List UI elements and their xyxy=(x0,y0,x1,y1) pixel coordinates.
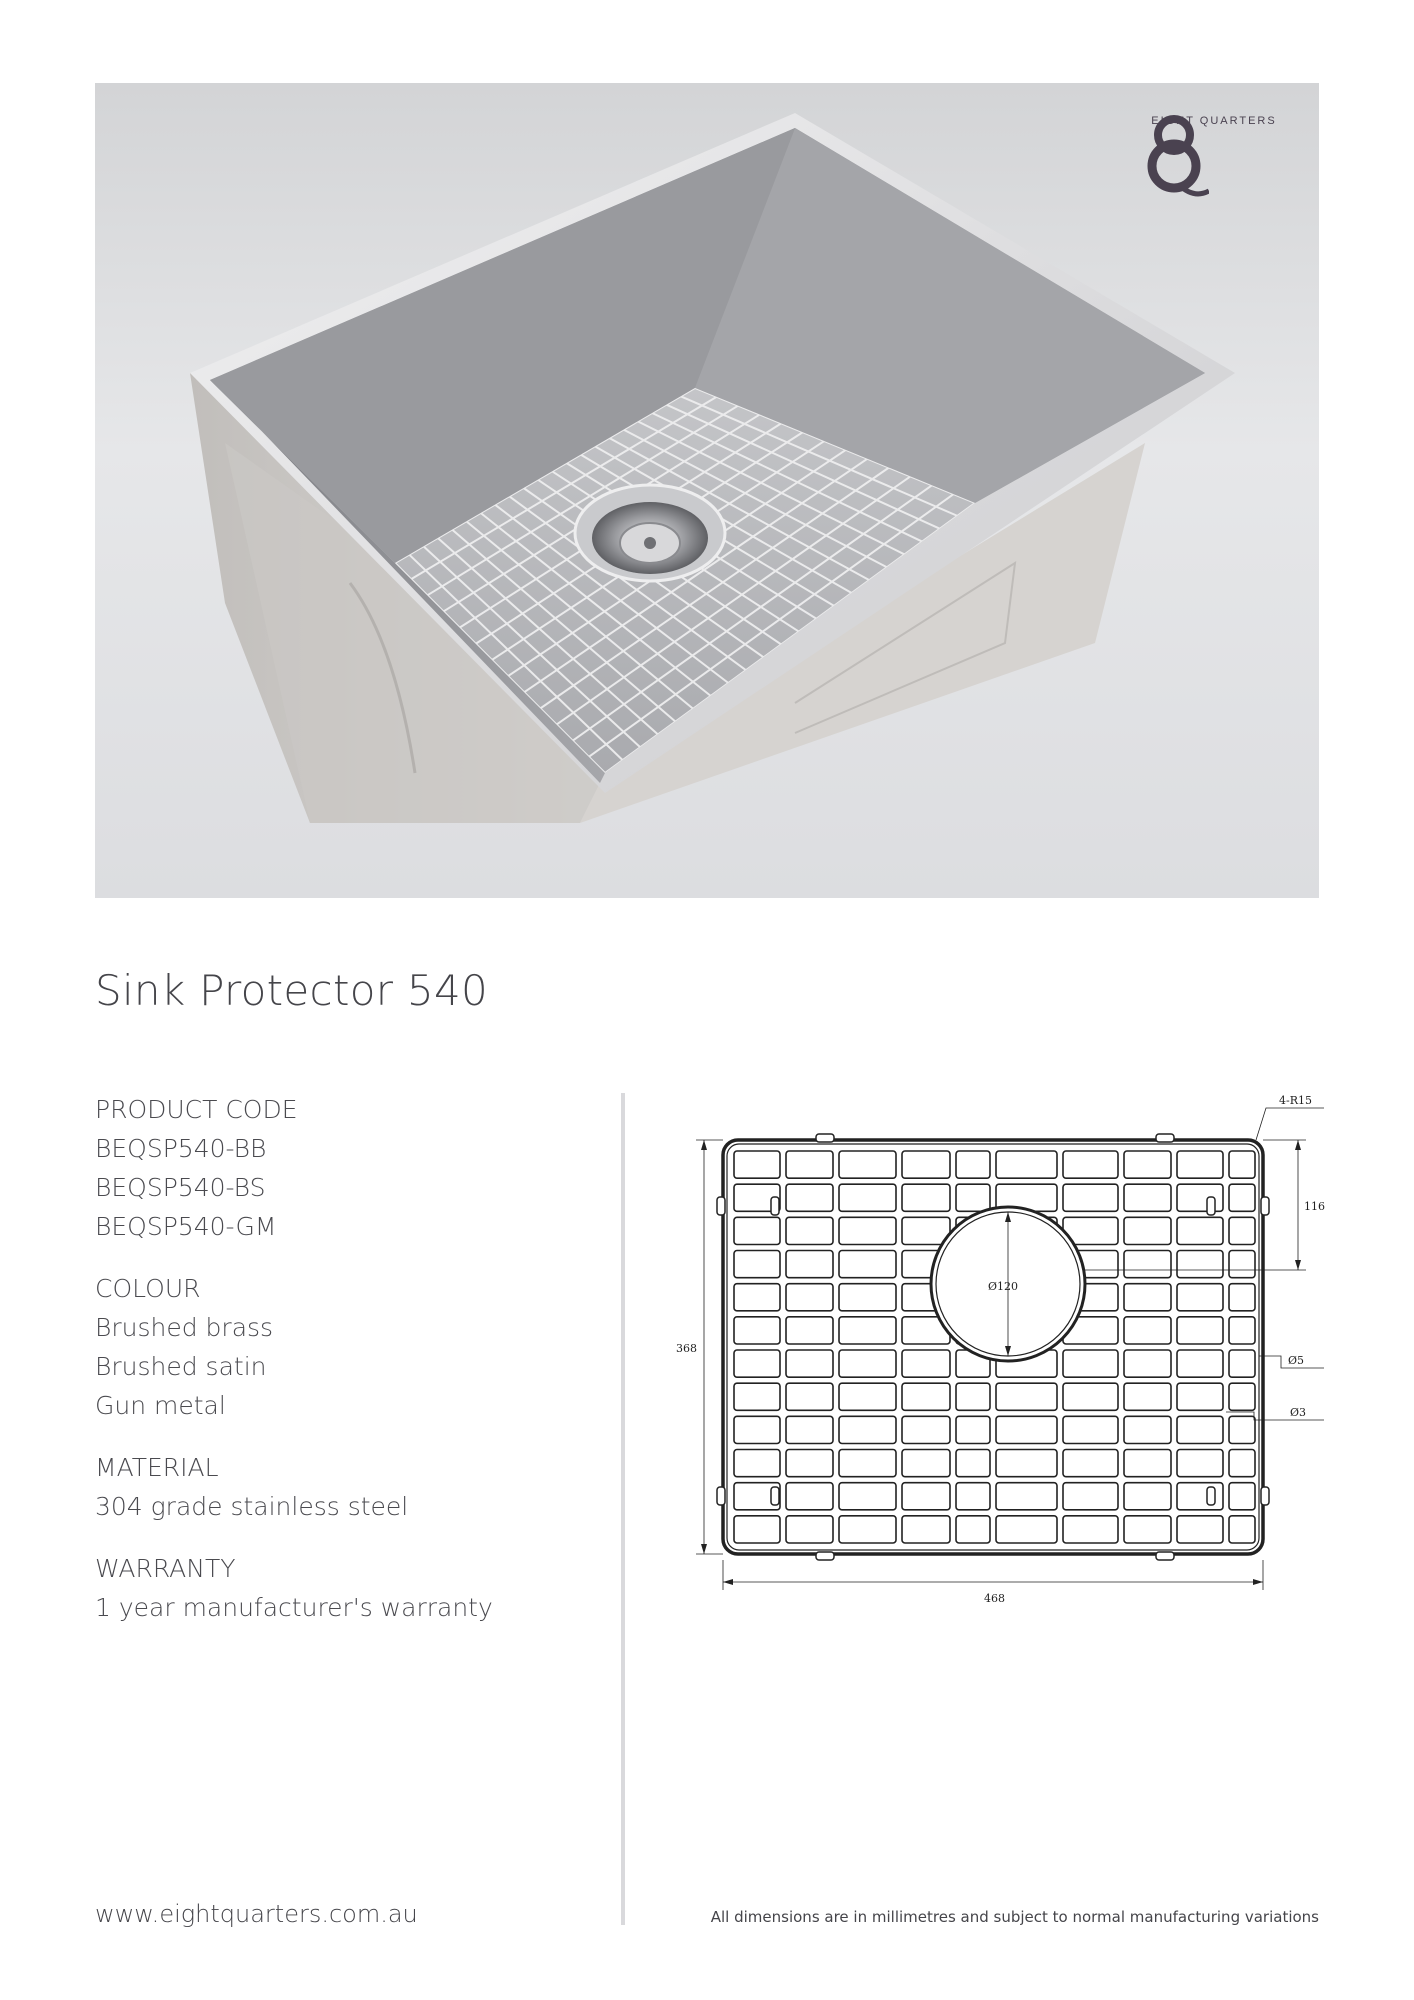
corner-radius-label: 4-R15 xyxy=(1279,1094,1312,1107)
grid-cell xyxy=(1063,1184,1118,1211)
grid-cell xyxy=(1124,1516,1171,1543)
grid-cell xyxy=(1124,1383,1171,1410)
grid-cell xyxy=(1177,1217,1223,1244)
grid-cell xyxy=(1177,1350,1223,1377)
grid-cell xyxy=(1177,1450,1223,1477)
grid-cell xyxy=(1229,1383,1255,1410)
outer-wire-label: Ø5 xyxy=(1288,1354,1305,1367)
offset-dimension-label: 116 xyxy=(1304,1200,1325,1213)
grid-cell xyxy=(839,1284,896,1311)
grid-cell xyxy=(1177,1184,1223,1211)
warranty-section xyxy=(95,1549,595,1627)
product-code-item: BEQSP540-BB xyxy=(95,1134,267,1163)
grid-cell xyxy=(786,1483,833,1510)
grid-cell xyxy=(734,1251,780,1278)
grid-cell xyxy=(839,1184,896,1211)
product-code-item: BEQSP540-GM xyxy=(95,1212,277,1241)
drain-diameter-label: Ø120 xyxy=(988,1280,1019,1293)
grid-cell xyxy=(1177,1284,1223,1311)
grid-cell xyxy=(956,1450,990,1477)
inner-wire-label: Ø3 xyxy=(1290,1406,1307,1419)
website-url: www.eightquarters.com.au xyxy=(95,1900,418,1928)
spec-list xyxy=(95,1090,595,1650)
grid-cell xyxy=(1124,1317,1171,1344)
material-heading: MATERIAL xyxy=(95,1453,219,1482)
grid-cell xyxy=(996,1151,1057,1178)
grid-cell xyxy=(839,1251,896,1278)
grid-cell xyxy=(1063,1516,1118,1543)
grid-cell xyxy=(1177,1151,1223,1178)
grid-cell xyxy=(1229,1284,1255,1311)
column-divider xyxy=(621,1093,625,1925)
grid-cell xyxy=(1229,1350,1255,1377)
grid-cell xyxy=(1063,1151,1118,1178)
brand-logo xyxy=(1139,111,1289,127)
warranty-item: 1 year manufacturer's warranty xyxy=(95,1593,493,1622)
grid-cell xyxy=(786,1516,833,1543)
material-item: 304 grade stainless steel xyxy=(95,1492,409,1521)
grid-cell xyxy=(734,1317,780,1344)
grid-cell xyxy=(956,1416,990,1443)
sink-illustration xyxy=(95,83,1319,898)
warranty-heading: WARRANTY xyxy=(95,1554,236,1583)
page-title: Sink Protector 540 xyxy=(95,966,488,1015)
grid-cell xyxy=(996,1483,1057,1510)
grid-cell xyxy=(839,1516,896,1543)
dimensions-disclaimer: All dimensions are in millimetres and subject to normal manufacturing variations xyxy=(710,1908,1319,1926)
width-dimension-label: 468 xyxy=(984,1592,1005,1605)
grid-cell xyxy=(786,1217,833,1244)
material-section xyxy=(95,1448,595,1526)
grid-cell xyxy=(902,1184,950,1211)
grid-cell xyxy=(786,1350,833,1377)
grid-cell xyxy=(1124,1483,1171,1510)
grid-cell xyxy=(1124,1284,1171,1311)
grid-cell xyxy=(996,1516,1057,1543)
grid-cell xyxy=(1177,1483,1223,1510)
grid-cell xyxy=(902,1450,950,1477)
grid-cell xyxy=(1124,1450,1171,1477)
grid-cell xyxy=(1229,1217,1255,1244)
eight-quarters-logo-icon xyxy=(1139,111,1209,201)
grid-cell xyxy=(734,1450,780,1477)
product-code-section xyxy=(95,1090,595,1246)
grid-cell xyxy=(996,1450,1057,1477)
grid-cell xyxy=(734,1217,780,1244)
grid-cell xyxy=(1063,1483,1118,1510)
grid-cell xyxy=(786,1416,833,1443)
grid-cell xyxy=(839,1317,896,1344)
grid-cell xyxy=(1177,1317,1223,1344)
grid-cell xyxy=(1124,1217,1171,1244)
grid-cell xyxy=(734,1416,780,1443)
brand-name: EIGHT QUARTERS xyxy=(1151,115,1277,127)
grid-cell xyxy=(1229,1151,1255,1178)
grid-cell xyxy=(902,1483,950,1510)
grid-cell xyxy=(956,1151,990,1178)
grid-cell xyxy=(786,1284,833,1311)
grid-cell xyxy=(786,1251,833,1278)
colour-heading: COLOUR xyxy=(95,1274,201,1303)
grid-cell xyxy=(1063,1383,1118,1410)
grid-cell xyxy=(786,1317,833,1344)
grid-cell xyxy=(1177,1383,1223,1410)
grid-cell xyxy=(956,1516,990,1543)
grid-cell xyxy=(1229,1251,1255,1278)
grid-cell xyxy=(956,1483,990,1510)
grid-cell xyxy=(786,1383,833,1410)
grid-cell xyxy=(1229,1184,1255,1211)
grid-cell xyxy=(1063,1450,1118,1477)
grid-cell xyxy=(902,1416,950,1443)
colour-item: Brushed brass xyxy=(95,1313,274,1342)
grid-cell xyxy=(786,1450,833,1477)
grid-cell xyxy=(839,1483,896,1510)
grid-cell xyxy=(839,1450,896,1477)
grid-cell xyxy=(1229,1450,1255,1477)
colour-section xyxy=(95,1269,595,1425)
grid-cell xyxy=(902,1350,950,1377)
grid-cell xyxy=(1229,1516,1255,1543)
grid-cell xyxy=(1124,1151,1171,1178)
grid-cell xyxy=(1063,1416,1118,1443)
grid-cell xyxy=(1177,1516,1223,1543)
grid-cell xyxy=(839,1416,896,1443)
grid-cell xyxy=(996,1416,1057,1443)
grid-cell xyxy=(1229,1483,1255,1510)
grid-cell xyxy=(1124,1251,1171,1278)
grid-cell xyxy=(996,1383,1057,1410)
grid-cell xyxy=(839,1217,896,1244)
grid-cell xyxy=(734,1284,780,1311)
product-code-item: BEQSP540-BS xyxy=(95,1173,266,1202)
grid-cell xyxy=(734,1516,780,1543)
product-photo xyxy=(95,83,1319,898)
grid-cell xyxy=(1177,1251,1223,1278)
grid-cell xyxy=(1124,1184,1171,1211)
grid-cell xyxy=(786,1184,833,1211)
grid-cell xyxy=(734,1151,780,1178)
grid-cell xyxy=(1124,1350,1171,1377)
grid-cell xyxy=(839,1151,896,1178)
grid-cell xyxy=(956,1184,990,1211)
grid-cell xyxy=(839,1383,896,1410)
product-code-heading: PRODUCT CODE xyxy=(95,1095,298,1124)
grid-cell xyxy=(902,1383,950,1410)
grid-cell xyxy=(1177,1416,1223,1443)
colour-item: Gun metal xyxy=(95,1391,226,1420)
grid-cell xyxy=(839,1350,896,1377)
grid-cell xyxy=(786,1151,833,1178)
colour-item: Brushed satin xyxy=(95,1352,267,1381)
grid-cell xyxy=(734,1383,780,1410)
grid-cell xyxy=(1229,1317,1255,1344)
grid-cell xyxy=(902,1151,950,1178)
grid-cell xyxy=(1229,1416,1255,1443)
grid-cell xyxy=(1063,1350,1118,1377)
grid-cell xyxy=(956,1383,990,1410)
grid-cell xyxy=(1124,1416,1171,1443)
height-dimension-label: 368 xyxy=(676,1342,697,1355)
grid-cell xyxy=(734,1350,780,1377)
grid-cell xyxy=(902,1516,950,1543)
technical-drawing xyxy=(676,1090,1326,1630)
